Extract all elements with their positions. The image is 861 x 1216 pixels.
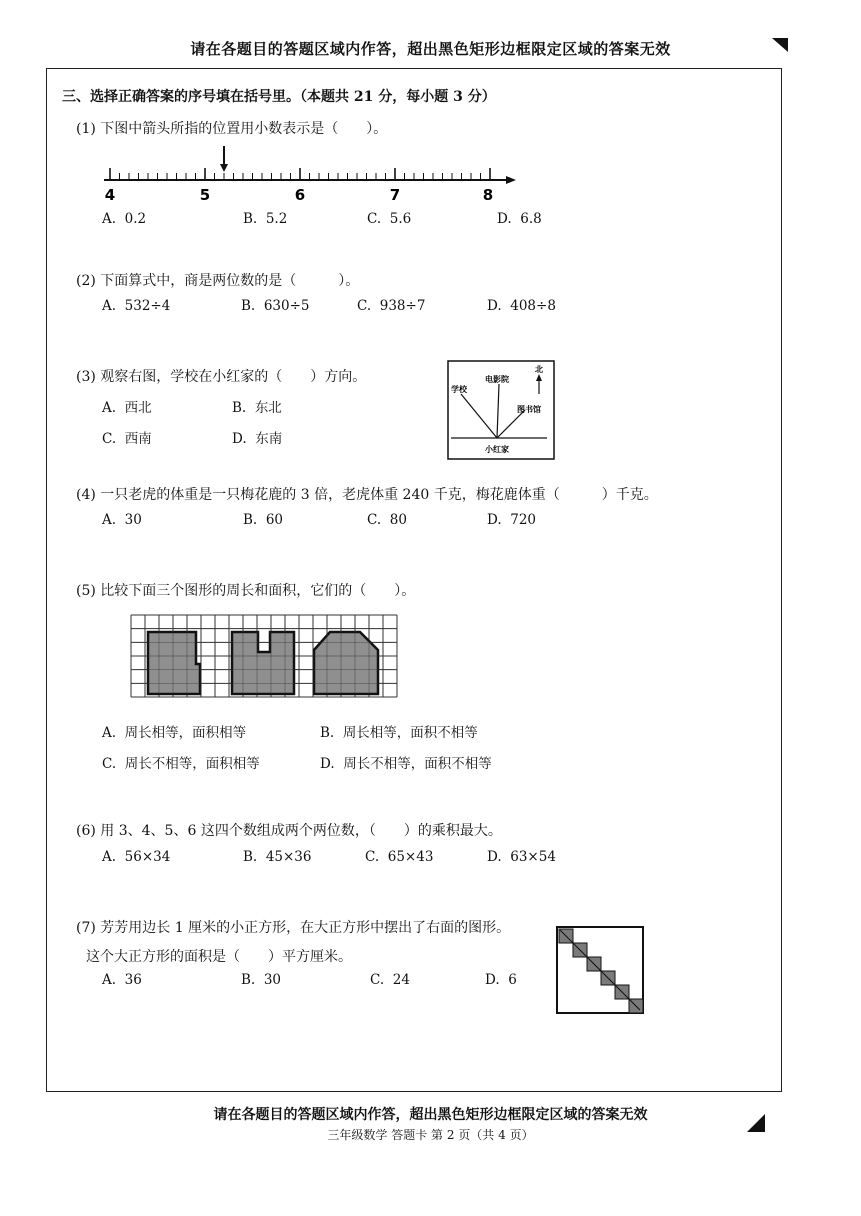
option-D[interactable]: D. 东南	[232, 431, 283, 447]
direction-map-figure	[447, 360, 555, 460]
option-B[interactable]: B. 60	[243, 512, 283, 528]
label-home: 小红家	[485, 445, 509, 454]
number-line-label-8: 8	[482, 186, 494, 204]
option-D[interactable]: D. 6.8	[497, 211, 542, 227]
option-A[interactable]: A. 532÷4	[102, 298, 171, 314]
option-A[interactable]: A. 30	[102, 512, 142, 528]
shape-1	[148, 632, 200, 694]
footer-page-info: 三年级数学 答题卡 第 2 页（共 4 页）	[327, 1128, 534, 1142]
option-B[interactable]: B. 30	[241, 972, 281, 988]
shape-3	[314, 632, 378, 694]
question-text: 下面算式中，商是两位数的是（ ）。	[100, 273, 360, 289]
path-to-library	[497, 410, 525, 438]
option-C[interactable]: C. 5.6	[367, 211, 412, 227]
option-C[interactable]: C. 西南	[102, 431, 152, 447]
number-line-ticks	[110, 168, 490, 180]
path-to-school	[461, 394, 497, 438]
corner-marker-top-right	[772, 38, 788, 52]
option-B[interactable]: B. 5.2	[243, 211, 288, 227]
question-number: (5)	[76, 583, 96, 599]
grid-shapes-figure	[130, 614, 398, 698]
question-7-line-2: 这个大正方形的面积是（ ）平方厘米。	[86, 949, 352, 965]
question-number: (1)	[76, 121, 96, 137]
option-D[interactable]: D. 6	[485, 972, 517, 988]
number-line-label-7: 7	[389, 186, 401, 204]
question-text: 芳芳用边长 1 厘米的小正方形，在大正方形中摆出了右面的图形。	[100, 920, 511, 936]
option-A[interactable]: A. 36	[102, 972, 142, 988]
footer-notice: 请在各题目的答题区域内作答，超出黑色矩形边框限定区域的答案无效	[213, 1107, 648, 1123]
option-D[interactable]: D. 63×54	[487, 849, 556, 865]
number-line-label-6: 6	[294, 186, 306, 204]
option-A[interactable]: A. 56×34	[102, 849, 171, 865]
option-B[interactable]: B. 630÷5	[241, 298, 310, 314]
question-number: (3)	[76, 369, 96, 385]
question-text: 观察右图，学校在小红家的（ ）方向。	[100, 369, 367, 385]
option-A[interactable]: A. 0.2	[102, 211, 147, 227]
label-north: 北	[535, 365, 543, 374]
pointer-arrow-head	[220, 164, 228, 172]
question-4	[76, 484, 658, 504]
option-C[interactable]: C. 65×43	[365, 849, 434, 865]
question-number: (6)	[76, 823, 96, 839]
path-to-cinema	[497, 384, 499, 438]
option-C[interactable]: C. 24	[370, 972, 410, 988]
question-text: 下图中箭头所指的位置用小数表示是（ ）。	[100, 121, 388, 137]
option-A[interactable]: A. 周长相等，面积相等	[102, 725, 247, 741]
diagonal-line	[560, 930, 640, 1010]
option-B[interactable]: B. 周长相等，面积不相等	[320, 725, 478, 741]
option-B[interactable]: B. 东北	[232, 400, 282, 416]
option-C[interactable]: C. 938÷7	[357, 298, 426, 314]
question-text: 用 3、4、5、6 这四个数组成两个两位数，（ ）的乘积最大。	[100, 823, 502, 839]
number-line-label-4: 4	[104, 186, 116, 204]
number-line-figure	[96, 140, 526, 204]
option-D[interactable]: D. 周长不相等，面积不相等	[320, 756, 492, 772]
option-D[interactable]: D. 720	[487, 512, 537, 528]
question-7	[76, 917, 510, 937]
question-5	[76, 580, 415, 600]
option-B[interactable]: B. 45×36	[243, 849, 312, 865]
option-D[interactable]: D. 408÷8	[487, 298, 556, 314]
label-cinema: 电影院	[485, 375, 509, 384]
question-number: (4)	[76, 487, 96, 503]
number-line-arrowhead	[506, 176, 516, 184]
question-2	[76, 270, 359, 290]
number-line-label-5: 5	[199, 186, 211, 204]
option-A[interactable]: A. 西北	[102, 400, 152, 416]
staircase-square-figure	[556, 926, 644, 1014]
corner-marker-bottom-right	[747, 1114, 765, 1132]
label-school: 学校	[451, 385, 467, 394]
question-text: 比较下面三个图形的周长和面积，它们的（ ）。	[100, 583, 416, 599]
header-notice: 请在各题目的答题区域内作答，超出黑色矩形边框限定区域的答案无效	[190, 40, 671, 58]
north-arrow-head	[536, 374, 542, 381]
question-number: (7)	[76, 920, 96, 936]
option-C[interactable]: C. 80	[367, 512, 407, 528]
question-3	[76, 366, 366, 386]
option-C[interactable]: C. 周长不相等，面积相等	[102, 756, 260, 772]
question-text: 一只老虎的体重是一只梅花鹿的 3 倍，老虎体重 240 千克，梅花鹿体重（ ）千克。	[100, 487, 658, 503]
section-title: 三、选择正确答案的序号填在括号里。（本题共 21 分，每小题 3 分）	[62, 89, 496, 105]
question-number: (2)	[76, 273, 96, 289]
label-library: 图书馆	[517, 405, 541, 414]
question-6	[76, 820, 502, 840]
question-1	[76, 118, 387, 138]
